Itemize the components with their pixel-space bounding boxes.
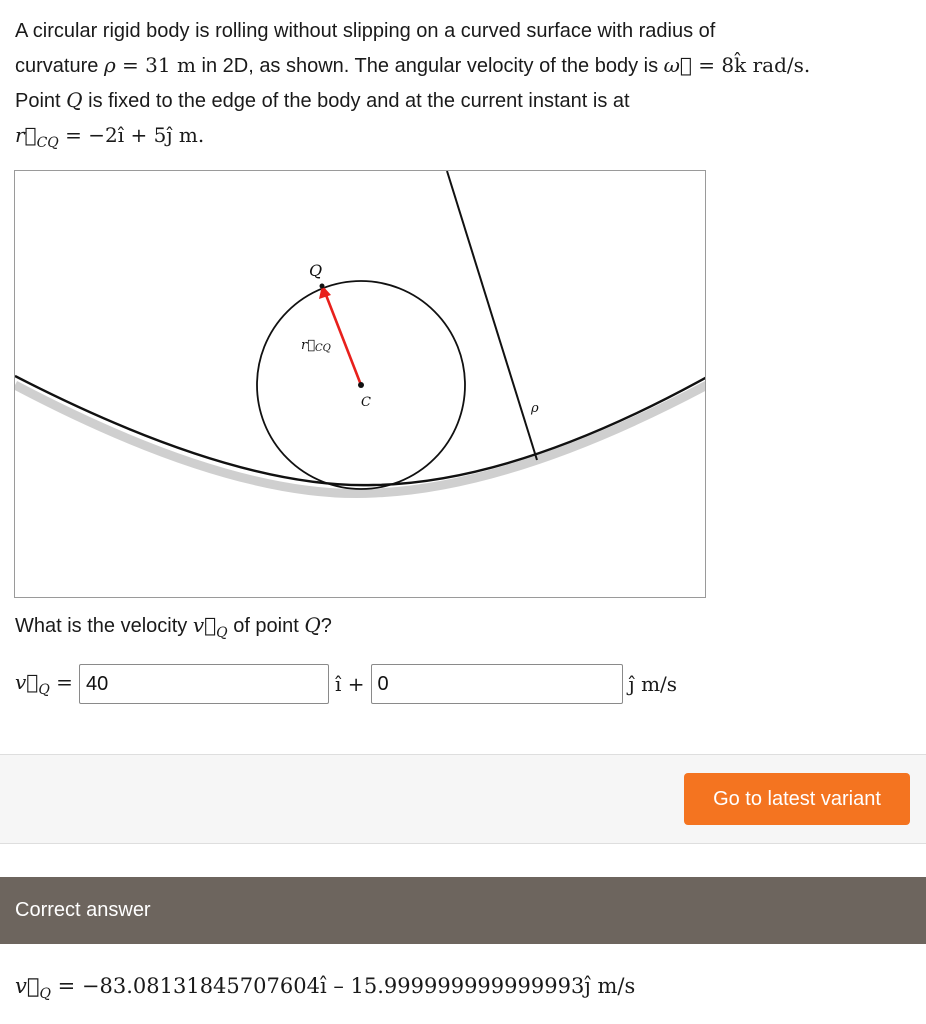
problem-line-2: curvature ρ = 31 m in 2D, as shown. The angular velocity of the body is ω⃗ = 8k̂ rad/s. [15,53,811,77]
center-point [358,382,364,388]
point-q-dot [320,284,325,289]
diagram-figure [14,170,706,598]
answer-row [15,664,683,704]
velocity-x-input[interactable] [79,664,329,704]
rcq-arrow-shaft [326,295,361,385]
answer-lhs: $v⃗_Q$ = [15,670,73,698]
problem-line-3: Point Q is fixed to the edge of the body and at the current instant is at [15,88,630,112]
problem-statement [15,14,915,160]
label-c: C [361,395,371,410]
rolling-body-diagram [15,171,705,597]
correct-answer-value: $v⃗_Q$ = −83.08131845707604ı̂ – 15.999999999999993ȷ̂ m/s [15,974,636,1003]
label-rho: ρ [531,401,539,416]
problem-line-1: A circular rigid body is rolling without slipping on a curved surface with radius of [15,20,716,42]
surface-shadow [15,385,705,494]
label-q: Q [309,261,323,280]
question-text: What is the velocity $v⃗_Q$ of point Q? [15,613,332,641]
i-hat-plus: ı̂ + [335,672,365,696]
velocity-y-input[interactable] [371,664,623,704]
action-band [0,754,926,844]
label-rcq: r⃗CQ [301,338,331,354]
problem-line-4: $r⃗_{CQ}$ = −2ı̂ + 5ȷ̂ m. [15,123,205,151]
go-to-latest-variant-button[interactable]: Go to latest variant [684,773,910,825]
answer-unit: ȷ̂ m/s [628,672,678,696]
correct-answer-header: Correct answer [0,877,926,944]
